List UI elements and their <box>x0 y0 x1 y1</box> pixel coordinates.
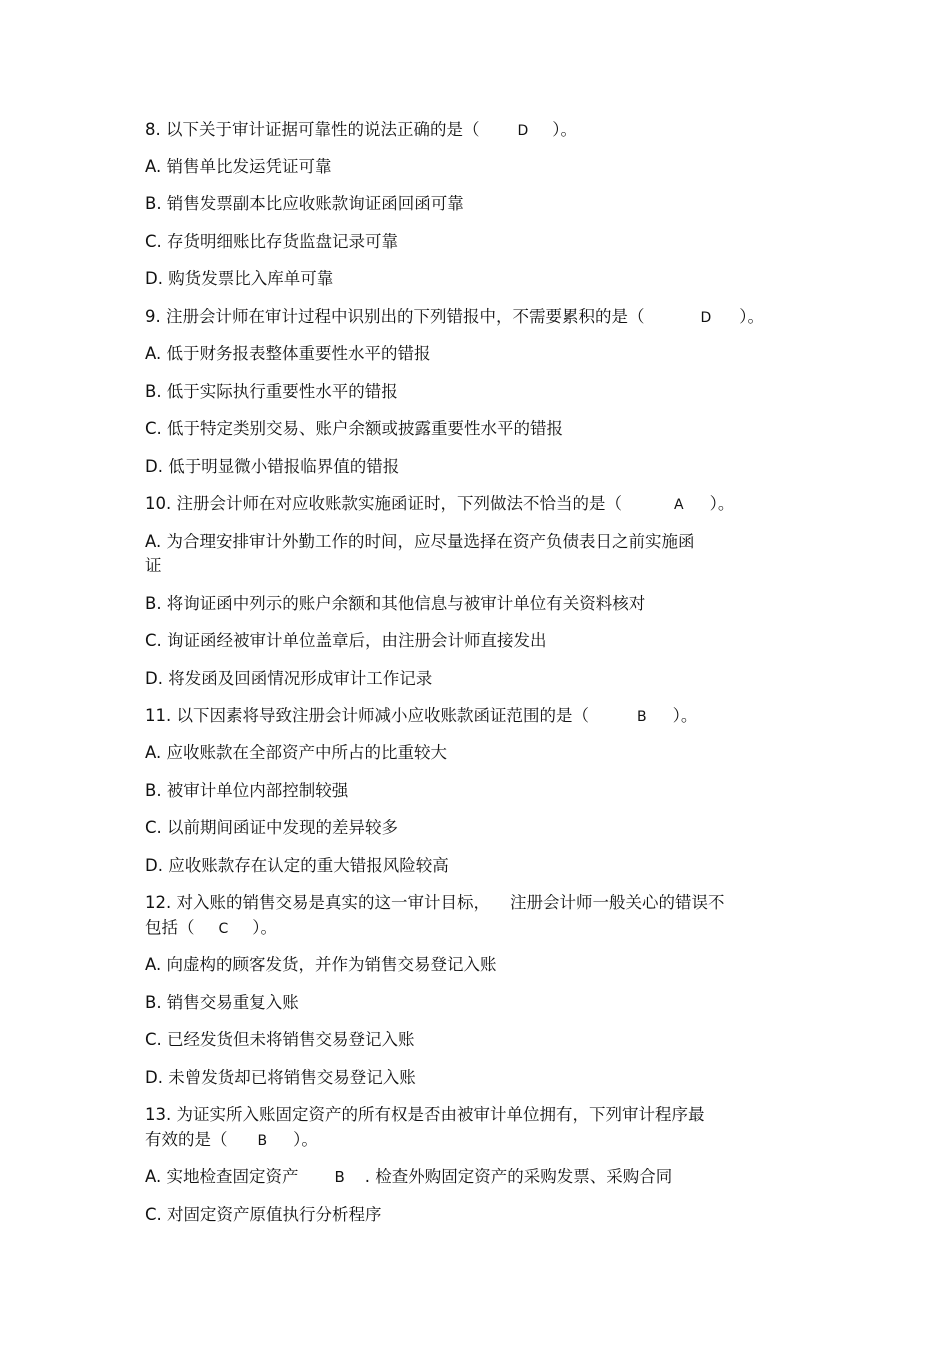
question-close: ）。 <box>709 494 735 513</box>
question-11-stem <box>145 705 697 728</box>
question-8-stem <box>145 119 577 142</box>
option-d: D. 购货发票比入库单可靠 <box>145 269 334 288</box>
option-c: C. 已经发货但未将销售交易登记入账 <box>145 1030 415 1049</box>
question-stem: 9. 注册会计师在审计过程中识别出的下列错报中，不需要累积的是（ <box>145 307 645 326</box>
option-d: D. 将发函及回函情况形成审计工作记录 <box>145 669 433 688</box>
option-a: A. 向虚构的顾客发货，并作为销售交易登记入账 <box>145 955 497 974</box>
option-a-continued: 证 <box>145 556 162 575</box>
option-b: B. 被审计单位内部控制较强 <box>145 781 349 800</box>
question-13-stem-line2 <box>145 1129 318 1152</box>
option-c: C. 存货明细账比存货监盘记录可靠 <box>145 232 399 251</box>
question-10-stem <box>145 493 734 516</box>
question-stem: 10. 注册会计师在对应收账款实施函证时，下列做法不恰当的是（ <box>145 494 622 513</box>
question-12-stem-line1 <box>145 892 725 914</box>
option-d: D. 未曾发货却已将销售交易登记入账 <box>145 1068 416 1087</box>
question-close: ）。 <box>739 307 765 326</box>
answer: B <box>257 1133 268 1149</box>
question-13-stem-line1: 13. 为证实所入账固定资产的所有权是否由被审计单位拥有，下列审计程序最 <box>145 1105 705 1124</box>
question-stem: 包括（ <box>145 918 195 937</box>
question-12-stem-line2 <box>145 917 277 940</box>
option-b-letter: B <box>334 1168 345 1186</box>
option-a: A. 实地检查固定资产 <box>145 1167 299 1186</box>
option-a: A. 应收账款在全部资产中所占的比重较大 <box>145 743 447 762</box>
answer: D <box>517 123 529 139</box>
question-stem: 8. 以下关于审计证据可靠性的说法正确的是（ <box>145 120 480 139</box>
option-row-a-b <box>145 1166 672 1188</box>
option-c: C. 对固定资产原值执行分析程序 <box>145 1205 382 1224</box>
question-close: ）。 <box>552 120 578 139</box>
answer: B <box>637 709 647 725</box>
option-b: B. 低于实际执行重要性水平的错报 <box>145 382 398 401</box>
question-stem: 11. 以下因素将导致注册会计师减小应收账款函证范围的是（ <box>145 706 589 725</box>
option-a: A. 为合理安排审计外勤工作的时间，应尽量选择在资产负债表日之前实施函 <box>145 532 695 551</box>
question-close: ）。 <box>672 706 698 725</box>
option-b: . 检查外购固定资产的采购发票、采购合同 <box>364 1167 673 1186</box>
option-d: D. 低于明显微小错报临界值的错报 <box>145 457 400 476</box>
option-c: C. 低于特定类别交易、账户余额或披露重要性水平的错报 <box>145 419 564 438</box>
answer: D <box>700 310 712 326</box>
answer: A <box>674 497 684 513</box>
question-close: ）。 <box>252 918 278 937</box>
question-close: ）。 <box>293 1130 318 1149</box>
option-a: A. 低于财务报表整体重要性水平的错报 <box>145 344 431 363</box>
option-d: D. 应收账款存在认定的重大错报风险较高 <box>145 856 449 875</box>
question-9-stem <box>145 306 764 329</box>
option-b: B. 销售交易重复入账 <box>145 993 299 1012</box>
option-c: C. 询证函经被审计单位盖章后，由注册会计师直接发出 <box>145 631 547 650</box>
answer: C <box>218 921 229 937</box>
option-b: B. 销售发票副本比应收账款询证函回函可靠 <box>145 194 464 213</box>
question-stem: 12. 对入账的销售交易是真实的这一审计目标， <box>145 893 490 912</box>
option-b: B. 将询证函中列示的账户余额和其他信息与被审计单位有关资料核对 <box>145 594 646 613</box>
question-stem: 有效的是（ <box>145 1130 228 1149</box>
option-c: C. 以前期间函证中发现的差异较多 <box>145 818 399 837</box>
question-stem-continued: 注册会计师一般关心的错误不 <box>510 893 725 912</box>
option-a: A. 销售单比发运凭证可靠 <box>145 157 332 176</box>
